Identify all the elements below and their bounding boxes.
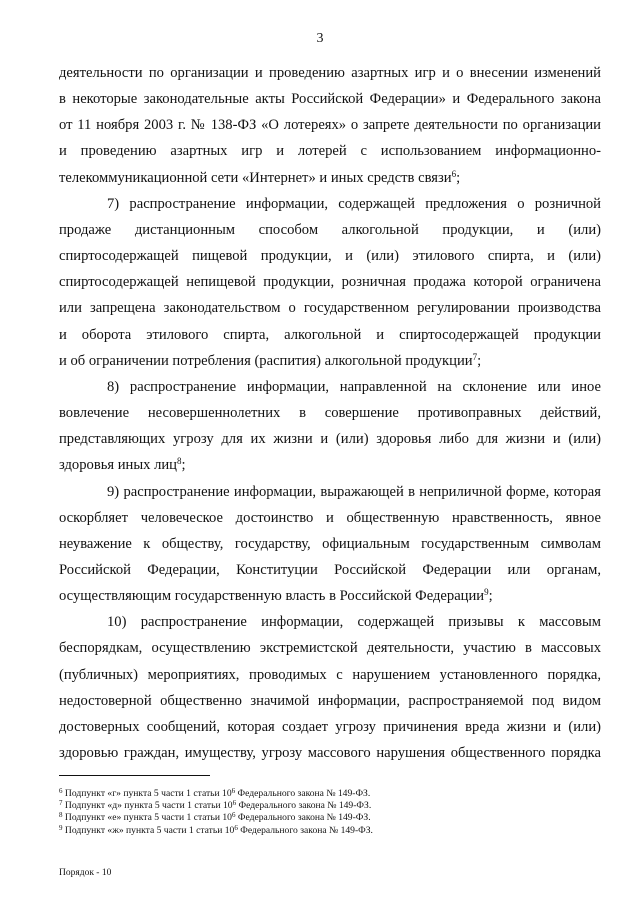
- text-line: [59, 505, 601, 531]
- paragraph: [59, 479, 601, 610]
- text-line: [59, 662, 601, 688]
- text-line: [59, 112, 601, 138]
- footnote-tail: Федерального закона № 149-ФЗ.: [237, 824, 373, 836]
- footnote-article-sup: 6: [232, 799, 237, 808]
- footnote-ref: 7: [472, 351, 478, 362]
- line-text: представляющих угрозу для их жизни и (или) здоровья либо для жизни и (или): [59, 431, 601, 448]
- footnote-tail: Федерального закона № 149-ФЗ.: [235, 788, 371, 799]
- text-line: [59, 60, 601, 86]
- text-line: [59, 452, 601, 478]
- text-line: [59, 243, 601, 269]
- line-text: деятельности по организации и проведению азартных игр и о внесении изменений: [59, 65, 601, 81]
- line-text: или запрещена законодательством о государственном регулировании производства: [59, 300, 601, 317]
- footnote-article-sup: 6: [231, 787, 236, 795]
- text-line: [59, 609, 601, 635]
- line-text: спиртосодержащей непищевой продукции, розничная продажа которой ограничена: [59, 274, 601, 291]
- footnote-ref: 8: [177, 456, 182, 467]
- line-text: здоровью граждан, имуществу, угрозу массового нарушения общественного порядка: [59, 745, 601, 762]
- text-line: [59, 348, 601, 374]
- line-text: (публичных) мероприятиях, проводимых с нарушением установленного порядка,: [59, 666, 601, 683]
- text-line: [59, 86, 601, 112]
- paragraph: [59, 60, 601, 191]
- footnote-number: 7: [59, 799, 63, 808]
- line-text: здоровья иных лиц: [59, 457, 177, 474]
- line-tail: ;: [488, 588, 493, 605]
- page-number: 3: [316, 31, 324, 46]
- text-line: [59, 635, 601, 661]
- footnote-number: 8: [59, 811, 63, 820]
- text-line: [59, 191, 601, 217]
- line-text: достоверных сообщений, которая создает угрозу причинения вреда жизни и (или): [59, 718, 601, 735]
- line-tail: ;: [456, 169, 461, 186]
- line-text: недостоверной общественно значимой информации, распространяемой под видом: [59, 692, 601, 709]
- footnote-article-sup: 6: [234, 823, 238, 832]
- footnote-text: Подпункт «д» пункта 5 части 1 статьи 10: [64, 800, 233, 812]
- paragraph: [59, 609, 601, 766]
- footnotes: [59, 788, 459, 837]
- footnote: [59, 812, 459, 824]
- line-text: Российской Федерации, Конституции Российской Федерации или органам,: [59, 561, 601, 578]
- line-text: и об ограничении потребления (распития) алкогольной продукции: [59, 352, 473, 369]
- footnote-separator: [59, 775, 210, 776]
- line-text: и проведению азартных игр и лотерей с использованием информационно-: [59, 143, 601, 160]
- text-line: [59, 295, 601, 321]
- line-text: неуважение к обществу, государству, официальным государственным символам: [59, 535, 601, 552]
- line-text: 10) распространение информации, содержащей призывы к массовым: [107, 614, 601, 631]
- text-line: [59, 426, 601, 452]
- footnote-text: Подпункт «е» пункта 5 части 1 статьи 10: [64, 812, 232, 824]
- text-line: [59, 583, 601, 609]
- text-line: [59, 479, 601, 505]
- text-line: [59, 400, 601, 426]
- line-tail: ;: [181, 457, 186, 474]
- text-line: [59, 165, 601, 191]
- text-line: [59, 531, 601, 557]
- document-stamp: Порядок - 10: [59, 868, 112, 878]
- text-line: [59, 138, 601, 164]
- line-text: 9) распространение информации, выражающей в неприличной форме, которая: [107, 483, 601, 500]
- footnote-ref: 6: [451, 168, 457, 179]
- footnote-number: 6: [59, 787, 63, 795]
- footnote-text: Подпункт «ж» пункта 5 части 1 статьи 10: [64, 824, 235, 836]
- footnote: [59, 788, 459, 800]
- line-text: вовлечение несовершеннолетних в совершение противоправных действий,: [59, 405, 601, 422]
- line-text: оскорбляет человеческое достоинство и общественную нравственность, явное: [59, 509, 601, 526]
- text-line: [59, 374, 601, 400]
- line-text: и оборота этилового спирта, алкогольной и спиртосодержащей продукции: [59, 326, 601, 343]
- footnote-tail: Федерального закона № 149-ФЗ.: [235, 812, 371, 824]
- footnote: [59, 825, 459, 837]
- footnote-tail: Федерального закона № 149-ФЗ.: [236, 800, 372, 812]
- line-text: телекоммуникационной сети «Интернет» и иных средств связи: [59, 169, 452, 186]
- footnote-text: Подпункт «г» пункта 5 части 1 статьи 10: [64, 788, 232, 799]
- text-line: [59, 269, 601, 295]
- line-text: 7) распространение информации, содержащей предложения о розничной: [107, 195, 601, 212]
- footnote-article-sup: 6: [231, 811, 236, 820]
- line-text: спиртосодержащей пищевой продукции, и (или) этилового спирта, и (или): [59, 248, 601, 265]
- text-line: [59, 557, 601, 583]
- line-text: беспорядкам, осуществлению экстремистской деятельности, участию в массовых: [59, 640, 601, 657]
- text-line: [59, 714, 601, 740]
- line-text: 8) распространение информации, направленной на склонение или иное: [107, 378, 601, 395]
- line-text: осуществляющим государственную власть в Российской Федерации: [59, 588, 485, 605]
- footnote-ref: 9: [484, 587, 489, 598]
- text-line: [59, 322, 601, 348]
- line-tail: ;: [477, 352, 482, 369]
- paragraph: [59, 374, 601, 479]
- footnote-number: 9: [59, 823, 63, 832]
- line-text: продаже дистанционным способом алкогольной продукции, и (или): [59, 221, 601, 238]
- line-text: в некоторые законодательные акты Российской Федерации» и Федерального закона: [59, 91, 601, 108]
- body-text: [59, 60, 601, 766]
- text-line: [59, 217, 601, 243]
- text-line: [59, 688, 601, 714]
- line-text: от 11 ноября 2003 г. № 138-ФЗ «О лотереях» о запрете деятельности по организации: [59, 117, 601, 134]
- paragraph: [59, 191, 601, 374]
- footnote: [59, 800, 459, 812]
- text-line: [59, 740, 601, 766]
